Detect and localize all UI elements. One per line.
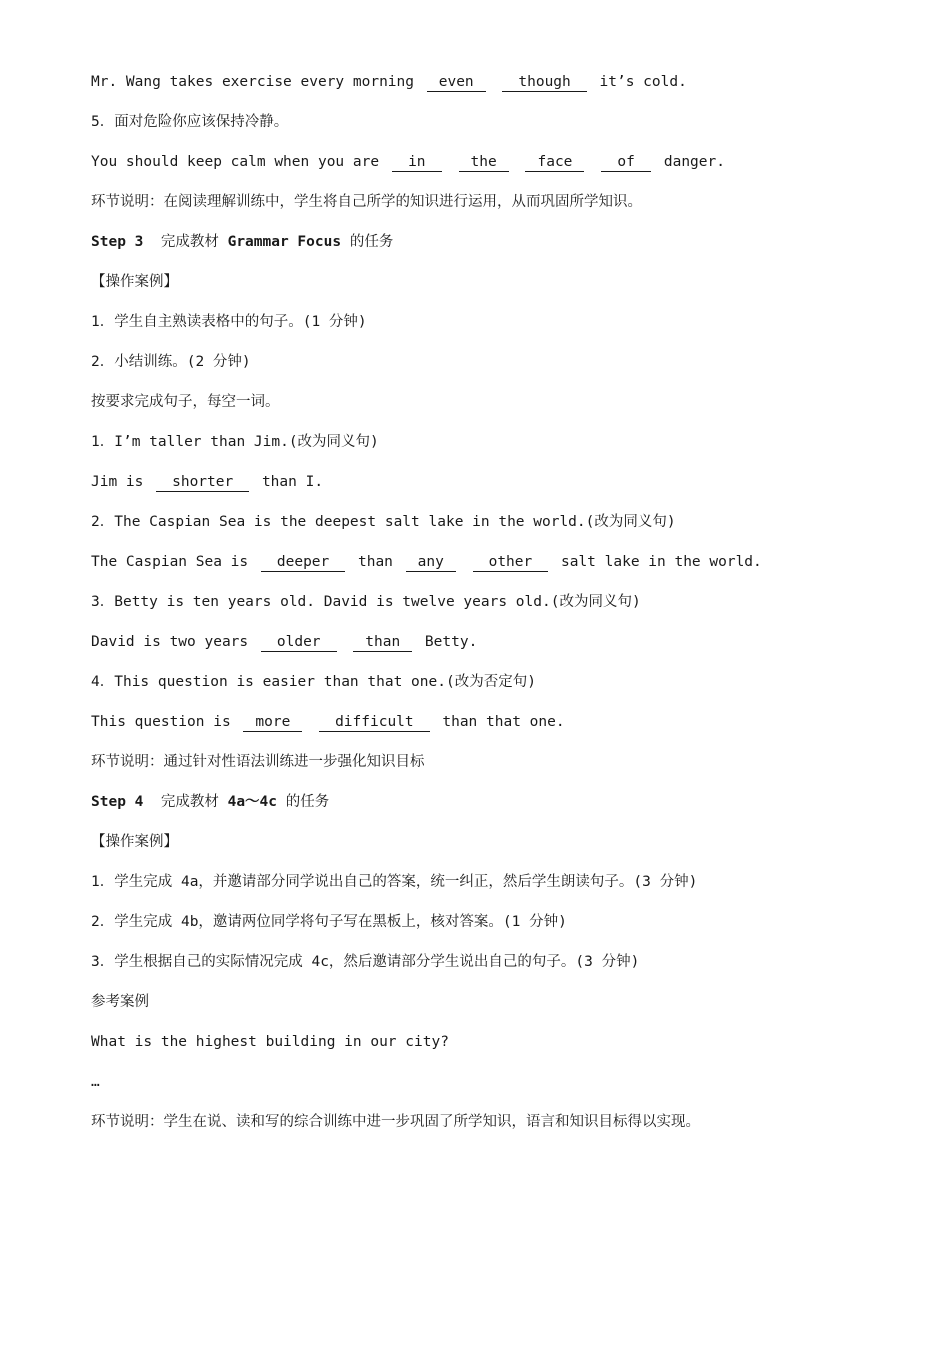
step-text: Grammar Focus: [227, 234, 342, 250]
answer-blank: the: [459, 153, 509, 172]
sentence-text: You should keep calm when you are: [91, 154, 388, 170]
doc-line: [91, 148, 890, 188]
line-text: 4．This question is easier than that one.(改为否定句): [91, 674, 536, 690]
line-text: What is the highest building in our city?: [91, 1034, 449, 1050]
line-text: 【操作案例】: [91, 274, 178, 290]
line-text: 2．The Caspian Sea is the deepest salt lake in the world.(改为同义句): [91, 514, 676, 530]
sentence-text: Mr. Wang takes exercise every morning: [91, 74, 423, 90]
doc-line: [91, 108, 890, 148]
doc-line: [91, 948, 890, 988]
step-label: Step 4: [91, 794, 144, 810]
doc-line: [91, 188, 890, 228]
line-text: 参考案例: [91, 994, 149, 1010]
doc-line: [91, 68, 890, 108]
sentence-text: than I.: [253, 474, 324, 490]
doc-line: [91, 228, 890, 268]
doc-line: [91, 428, 890, 468]
step-text: 完成教材: [143, 794, 228, 810]
answer-blank: any: [406, 553, 456, 572]
line-text: …: [91, 1074, 100, 1090]
answer-blank: in: [392, 153, 442, 172]
doc-line: [91, 628, 890, 668]
line-text: 5．面对危险你应该保持冷静。: [91, 114, 289, 130]
doc-line: [91, 268, 890, 308]
sentence-text: [341, 634, 350, 650]
answer-blank: face: [525, 153, 584, 172]
step-text: 的任务: [341, 234, 394, 250]
sentence-text: [306, 714, 315, 730]
doc-line: [91, 708, 890, 748]
line-text: 2．小结训练。(2 分钟): [91, 354, 251, 370]
doc-line: [91, 588, 890, 628]
line-text: 环节说明：通过针对性语法训练进一步强化知识目标: [91, 754, 425, 770]
doc-line: [91, 1108, 890, 1148]
doc-line: [91, 468, 890, 508]
answer-blank: though: [502, 73, 586, 92]
line-text: 按要求完成句子，每空一词。: [91, 394, 280, 410]
line-text: 1．学生完成 4a，并邀请部分同学说出自己的答案，统一纠正，然后学生朗读句子。(3 分钟): [91, 874, 698, 890]
answer-blank: difficult: [319, 713, 430, 732]
step-label: Step 3: [91, 234, 144, 250]
line-text: 3．学生根据自己的实际情况完成 4c，然后邀请部分学生说出自己的句子。(3 分钟): [91, 954, 640, 970]
sentence-text: [460, 554, 469, 570]
answer-blank: of: [601, 153, 651, 172]
doc-line: [91, 908, 890, 948]
doc-line: [91, 1068, 890, 1108]
doc-line: [91, 868, 890, 908]
line-text: 环节说明：学生在说、读和写的综合训练中进一步巩固了所学知识，语言和知识目标得以实现。: [91, 1114, 700, 1130]
doc-line: [91, 1028, 890, 1068]
sentence-text: [513, 154, 522, 170]
answer-blank: more: [243, 713, 302, 732]
sentence-text: danger.: [655, 154, 725, 170]
line-text: 2．学生完成 4b，邀请两位同学将句子写在黑板上，核对答案。(1 分钟): [91, 914, 567, 930]
doc-line: [91, 308, 890, 348]
sentence-text: The Caspian Sea is: [91, 554, 257, 570]
answer-blank: even: [427, 73, 486, 92]
sentence-text: Jim is: [91, 474, 153, 490]
doc-line: [91, 348, 890, 388]
sentence-text: Betty.: [416, 634, 478, 650]
answer-blank: other: [473, 553, 549, 572]
doc-line: [91, 788, 890, 828]
doc-line: [91, 748, 890, 788]
answer-blank: deeper: [261, 553, 345, 572]
line-text: 1．学生自主熟读表格中的句子。(1 分钟): [91, 314, 367, 330]
step-text: 的任务: [277, 794, 330, 810]
doc-line: [91, 828, 890, 868]
line-text: 1．I’m taller than Jim.(改为同义句): [91, 434, 379, 450]
doc-line: [91, 508, 890, 548]
sentence-text: than: [349, 554, 402, 570]
line-text: 3．Betty is ten years old. David is twelve years old.(改为同义句): [91, 594, 641, 610]
doc-line: [91, 548, 890, 588]
doc-line: [91, 668, 890, 708]
sentence-text: salt lake in the world.: [552, 554, 762, 570]
sentence-text: This question is: [91, 714, 240, 730]
sentence-text: David is two years: [91, 634, 257, 650]
step-text: 完成教材: [143, 234, 228, 250]
answer-blank: older: [261, 633, 337, 652]
sentence-text: [588, 154, 597, 170]
step-text: 4a～4c: [227, 794, 278, 810]
sentence-text: [490, 74, 499, 90]
sentence-text: it’s cold.: [590, 74, 687, 90]
line-text: 【操作案例】: [91, 834, 178, 850]
doc-line: [91, 988, 890, 1028]
answer-blank: than: [353, 633, 412, 652]
doc-line: [91, 388, 890, 428]
sentence-text: [446, 154, 455, 170]
answer-blank: shorter: [156, 473, 249, 492]
line-text: 环节说明：在阅读理解训练中，学生将自己所学的知识进行运用，从而巩固所学知识。: [91, 194, 642, 210]
sentence-text: than that one.: [433, 714, 565, 730]
